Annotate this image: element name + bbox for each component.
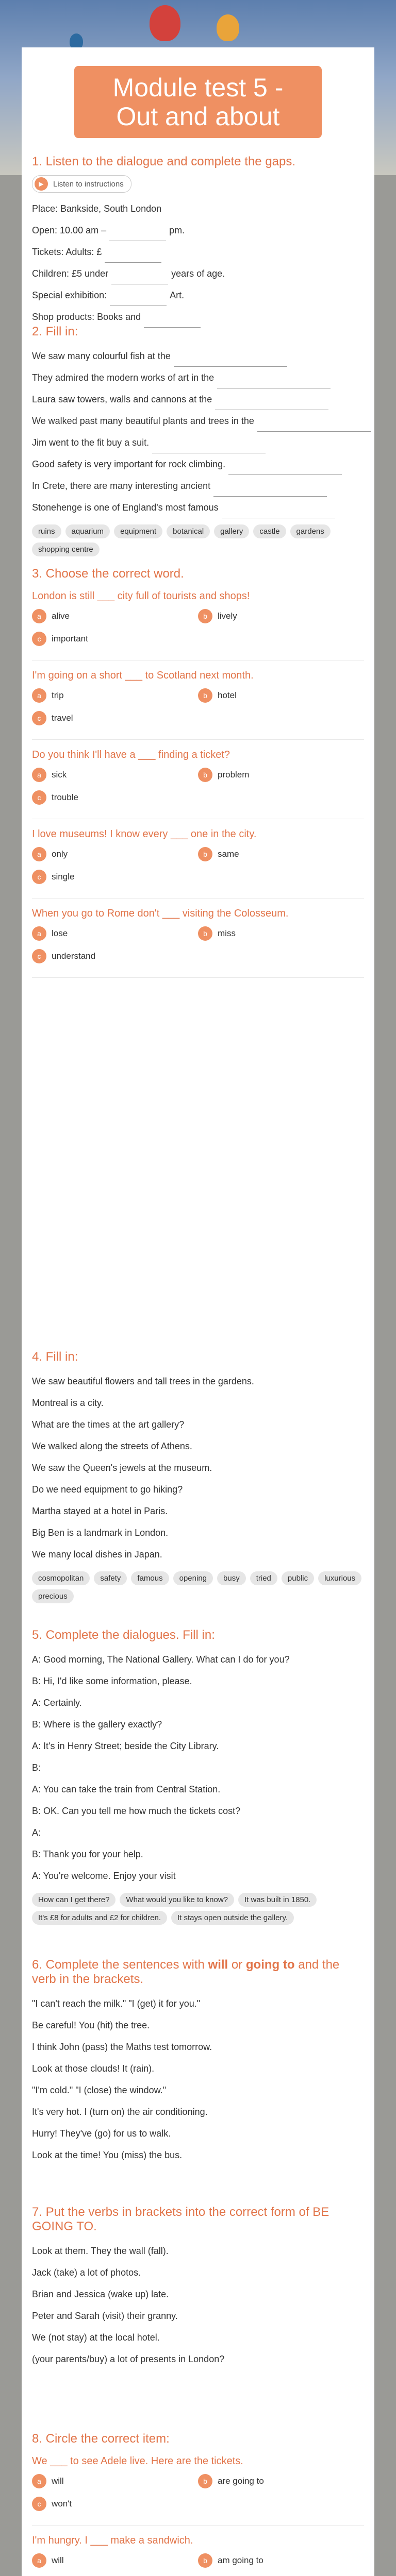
sentence-text: B: Thank you for your help. [32, 1849, 143, 1859]
word-chip[interactable]: busy [217, 1571, 246, 1585]
question-text: I love museums! I know every ___ one in the city. [32, 828, 257, 840]
word-bank [32, 524, 364, 556]
answer-option-a[interactable] [32, 845, 198, 863]
question-block [32, 908, 364, 978]
phrase-bank [32, 1893, 364, 1925]
word-chip[interactable]: public [282, 1571, 314, 1585]
word-chip[interactable]: precious [32, 1589, 74, 1603]
option-label: understand [52, 951, 96, 961]
sentence-text: A: You can take the train from Central Station. [32, 1784, 221, 1794]
option-label: will [52, 2476, 64, 2486]
gap-input[interactable] [174, 355, 287, 367]
sentence-text: In Crete, there are many interesting ancient [32, 481, 211, 491]
sentence-text: I think John (pass) the Maths test tomorrow. [32, 2042, 212, 2052]
sentence-text: Be careful! You (hit) the tree. [32, 2020, 150, 2030]
sentence-line [32, 1692, 364, 1714]
word-chip[interactable]: cosmopolitan [32, 1571, 90, 1585]
sentence-text: Look at them. They the wall (fall). [32, 2246, 169, 2256]
question-block [32, 590, 364, 660]
gap-line [32, 284, 364, 306]
option-label: sick [52, 770, 67, 779]
option-label: problem [218, 770, 250, 779]
word-chip[interactable]: aquarium [65, 524, 110, 538]
option-label: lose [52, 928, 68, 938]
gap-label: Shop products: Books and [32, 312, 141, 322]
option-letter-a[interactable]: a [32, 609, 46, 623]
sentence-line [32, 2058, 364, 2079]
sentence-line [32, 1865, 364, 1887]
title-keyword: will [208, 1958, 228, 1972]
sentence-text: Jim went to the fit buy a suit. [32, 437, 150, 448]
answer-option-a[interactable] [32, 687, 198, 704]
answer-options [32, 925, 364, 965]
gap-input[interactable] [109, 230, 166, 241]
sentence-line [32, 1392, 364, 1414]
sentence-line [32, 2036, 364, 2058]
gap-label: Tickets: Adults: £ [32, 247, 102, 257]
option-label: hotel [218, 690, 237, 700]
sentence-text: Martha stayed at a hotel in Paris. [32, 1506, 168, 1516]
sentence-text: B: OK. Can you tell me how much the tickets cost? [32, 1806, 241, 1816]
gap-line [32, 263, 364, 284]
sentence-text: Montreal is a city. [32, 1398, 104, 1408]
sentence-text: A: Good morning, The National Gallery. What can I do for you? [32, 1654, 290, 1665]
sentence-text: A: [32, 1827, 41, 1838]
option-letter-c[interactable]: c [32, 949, 46, 963]
sentence-line [32, 1778, 364, 1800]
answer-options [32, 2552, 364, 2576]
audio-label: Listen to instructions [53, 179, 124, 189]
question-text: I'm going on a short ___ to Scotland next month. [32, 670, 254, 681]
title-keyword: going to [245, 1958, 295, 1972]
sentence-text: Peter and Sarah (visit) their granny. [32, 2311, 178, 2321]
gap-line [32, 219, 364, 241]
sentence-text: It's very hot. I (turn on) the air conditioning. [32, 2107, 208, 2117]
answer-option-c[interactable] [32, 2495, 198, 2513]
sentence-line [32, 2101, 364, 2123]
section-title: 4. Fill in: [32, 1350, 78, 1364]
option-label: miss [218, 928, 236, 938]
gap-input[interactable] [105, 251, 161, 263]
word-chip[interactable]: It stays open outside the gallery. [171, 1911, 294, 1925]
word-chip[interactable]: It was built in 1850. [238, 1893, 317, 1907]
balloon-image [217, 14, 239, 41]
gap-input[interactable] [215, 399, 328, 410]
option-letter-b[interactable]: b [198, 2553, 212, 2568]
question-block [32, 670, 364, 740]
answer-options [32, 687, 364, 727]
sentence-text: Do we need equipment to go hiking? [32, 1484, 183, 1495]
sentence-line [32, 1735, 364, 1757]
option-letter-b[interactable]: b [198, 609, 212, 623]
option-label: single [52, 872, 75, 882]
gap-suffix: Art. [170, 290, 185, 300]
sentence-line [32, 453, 364, 475]
sentence-text: Jack (take) a lot of photos. [32, 2267, 141, 2278]
sentence-text: We walked along the streets of Athens. [32, 1441, 192, 1451]
play-icon[interactable]: ▶ [35, 177, 48, 191]
option-label: am going to [218, 2555, 263, 2565]
option-letter-a[interactable]: a [32, 847, 46, 861]
sentence-line [32, 2348, 364, 2370]
sentence-text: B: Where is the gallery exactly? [32, 1719, 162, 1730]
word-chip[interactable]: castle [253, 524, 286, 538]
sentence-line [32, 2283, 364, 2305]
word-chip[interactable]: How can I get there? [32, 1893, 116, 1907]
question-block [32, 828, 364, 899]
sentence-text: B: Hi, I'd like some information, please. [32, 1676, 192, 1686]
sentence-line [32, 345, 364, 367]
section-title [32, 1958, 364, 1987]
answer-option-a[interactable] [32, 925, 198, 942]
sentence-line [32, 2123, 364, 2144]
sentence-text: We (not stay) at the local hotel. [32, 2332, 160, 2343]
word-chip[interactable]: What would you like to know? [120, 1893, 234, 1907]
sentence-line [32, 475, 364, 497]
question-block [32, 749, 364, 819]
sentence-line [32, 388, 364, 410]
sentence-line [32, 1522, 364, 1544]
answer-option-b[interactable] [198, 687, 364, 704]
option-letter-b[interactable]: b [198, 768, 212, 782]
divider [32, 739, 364, 740]
answer-options [32, 766, 364, 806]
answer-option-b[interactable] [198, 607, 364, 625]
gap-input[interactable] [152, 442, 266, 453]
answer-option-a[interactable] [32, 766, 198, 784]
sentence-text: We saw the Queen's jewels at the museum. [32, 1463, 212, 1473]
sentence-text: Stonehenge is one of England's most famous [32, 502, 219, 513]
divider [32, 2525, 364, 2526]
answer-options [32, 2472, 364, 2513]
sentence-line [32, 2305, 364, 2327]
gap-input[interactable] [228, 464, 342, 475]
answer-option-a[interactable] [32, 607, 198, 625]
sentence-text: A: You're welcome. Enjoy your visit [32, 1871, 176, 1881]
section-title: 2. Fill in: [32, 325, 78, 338]
title-part: 6. Complete the sentences with [32, 1958, 208, 1972]
option-label: only [52, 849, 68, 859]
question-text: Do you think I'll have a ___ finding a ticket? [32, 749, 230, 760]
gap-suffix: years of age. [171, 268, 225, 279]
word-chip[interactable]: luxurious [318, 1571, 361, 1585]
sentence-line [32, 2262, 364, 2283]
answer-options [32, 607, 364, 648]
word-chip[interactable]: gardens [290, 524, 331, 538]
section-7 [32, 2205, 364, 2370]
sentence-text: Brian and Jessica (wake up) late. [32, 2289, 169, 2299]
option-letter-a[interactable]: a [32, 926, 46, 941]
gap-input[interactable] [111, 273, 168, 284]
question-text: London is still ___ city full of tourists and shops! [32, 590, 250, 602]
section-6 [32, 1958, 364, 2166]
option-letter-a[interactable]: a [32, 688, 46, 703]
answer-option-b[interactable] [198, 2552, 364, 2569]
option-letter-b[interactable]: b [198, 688, 212, 703]
audio-player[interactable] [32, 175, 131, 193]
sentence-line [32, 1843, 364, 1865]
option-label: travel [52, 713, 73, 723]
sentence-line [32, 497, 364, 518]
section-title: 5. Complete the dialogues. Fill in: [32, 1628, 215, 1642]
option-letter-b[interactable]: b [198, 847, 212, 861]
word-chip[interactable]: equipment [114, 524, 162, 538]
sentence-line [32, 1500, 364, 1522]
question-block [32, 2455, 364, 2526]
sentence-text: Look at those clouds! It (rain). [32, 2063, 155, 2074]
sentence-line [32, 1757, 364, 1778]
option-letter-b[interactable]: b [198, 926, 212, 941]
sentence-text: We saw many colourful fish at the [32, 351, 171, 361]
gap-suffix: pm. [169, 225, 185, 235]
answer-option-c[interactable] [32, 868, 198, 886]
option-label: are going to [218, 2476, 264, 2486]
word-chip[interactable]: gallery [214, 524, 249, 538]
section-4 [32, 1350, 364, 1603]
option-letter-c[interactable]: c [32, 2497, 46, 2511]
option-letter-c[interactable]: c [32, 870, 46, 884]
sentence-line [32, 367, 364, 388]
divider [32, 977, 364, 978]
option-letter-b[interactable]: b [198, 2474, 212, 2488]
sentence-line [32, 1544, 364, 1565]
section-title: 7. Put the verbs in brackets into the correct form of BE GOING TO. [32, 2205, 329, 2233]
word-chip[interactable]: shopping centre [32, 543, 100, 556]
option-label: alive [52, 611, 70, 621]
section-title: 8. Circle the correct item: [32, 2432, 170, 2446]
sentence-line [32, 2079, 364, 2101]
answer-option-c[interactable] [32, 630, 198, 648]
option-letter-a[interactable]: a [32, 2553, 46, 2568]
gap-input[interactable] [222, 507, 335, 518]
gap-label: Special exhibition: [32, 290, 107, 300]
answer-option-b[interactable] [198, 2472, 364, 2490]
option-label: important [52, 634, 88, 643]
question-block [32, 2535, 364, 2576]
gap-line [32, 198, 364, 219]
sentence-line [32, 1370, 364, 1392]
word-chip[interactable]: tried [250, 1571, 277, 1585]
option-letter-c[interactable]: c [32, 632, 46, 646]
divider [32, 898, 364, 899]
option-label: same [218, 849, 239, 859]
gap-input[interactable] [217, 377, 331, 388]
sentence-line [32, 1649, 364, 1670]
answer-options [32, 845, 364, 886]
sentence-line [32, 1714, 364, 1735]
option-letter-a[interactable]: a [32, 768, 46, 782]
sentence-text: "I'm cold." "I (close) the window." [32, 2085, 167, 2095]
gap-input[interactable] [110, 295, 167, 306]
sentence-line [32, 2014, 364, 2036]
word-bank [32, 1571, 364, 1603]
answer-option-b[interactable] [198, 845, 364, 863]
section-8 [32, 2432, 364, 2576]
word-chip[interactable]: botanical [167, 524, 210, 538]
answer-option-b[interactable] [198, 925, 364, 942]
gap-input[interactable] [213, 485, 327, 497]
section-3 [32, 567, 364, 978]
sentence-line [32, 2327, 364, 2348]
sentence-text: What are the times at the art gallery? [32, 1419, 185, 1430]
sentence-text: Look at the time! You (miss) the bus. [32, 2150, 183, 2160]
sentence-text: B: [32, 1762, 41, 1773]
sentence-text: Hurry! They've (go) for us to walk. [32, 2128, 171, 2139]
option-label: trip [52, 690, 64, 700]
section-2 [32, 325, 364, 556]
section-1 [32, 155, 364, 328]
sentence-line [32, 1435, 364, 1457]
option-letter-c[interactable]: c [32, 790, 46, 805]
answer-option-a[interactable] [32, 2472, 198, 2490]
sentence-line [32, 1414, 364, 1435]
word-chip[interactable]: safety [94, 1571, 127, 1585]
sentence-line [32, 410, 364, 432]
gap-input[interactable] [257, 420, 371, 432]
answer-option-c[interactable] [32, 789, 198, 806]
gap-label: Open: 10.00 am – [32, 225, 107, 235]
sentence-text: Good safety is very important for rock climbing. [32, 459, 226, 469]
sentence-text: We many local dishes in Japan. [32, 1549, 162, 1560]
title-box [73, 65, 323, 139]
word-chip[interactable]: ruins [32, 524, 61, 538]
balloon-image [150, 5, 180, 41]
sentence-text: We walked past many beautiful plants and trees in the [32, 416, 254, 426]
sentence-line [32, 1479, 364, 1500]
sentence-line [32, 432, 364, 453]
word-chip[interactable]: opening [173, 1571, 213, 1585]
answer-option-c[interactable] [32, 709, 198, 727]
section-title: 3. Choose the correct word. [32, 567, 184, 581]
sentence-text: A: Certainly. [32, 1698, 82, 1708]
sentence-text: A: It's in Henry Street; beside the City Library. [32, 1741, 219, 1751]
word-chip[interactable]: famous [131, 1571, 169, 1585]
sentence-text: They admired the modern works of art in the [32, 372, 214, 383]
sentence-text: Laura saw towers, walls and cannons at the [32, 394, 212, 404]
sentence-text: (your parents/buy) a lot of presents in London? [32, 2354, 225, 2364]
sentence-line [32, 1993, 364, 2014]
sentence-line [32, 2240, 364, 2262]
sentence-line [32, 2144, 364, 2166]
option-label: trouble [52, 792, 78, 802]
option-label: won't [52, 2499, 72, 2509]
sentence-line [32, 1800, 364, 1822]
sentence-text: Big Ben is a landmark in London. [32, 1528, 169, 1538]
answer-option-a[interactable] [32, 2552, 198, 2569]
sentence-text: We saw beautiful flowers and tall trees in the gardens. [32, 1376, 254, 1386]
question-text: When you go to Rome don't ___ visiting the Colosseum. [32, 908, 289, 919]
section-5 [32, 1628, 364, 1925]
title-part: and the verb in the brackets. [32, 1958, 340, 1986]
sentence-text: "I can't reach the milk." "I (get) it for you." [32, 1998, 201, 2009]
sentence-line [32, 1670, 364, 1692]
gap-label: Children: £5 under [32, 268, 109, 279]
gap-line [32, 241, 364, 263]
option-label: will [52, 2555, 64, 2565]
option-label: lively [218, 611, 237, 621]
gap-label: Place: Bankside, South London [32, 204, 162, 214]
word-chip[interactable]: It's £8 for adults and £2 for children. [32, 1911, 167, 1925]
question-text: I'm hungry. I ___ make a sandwich. [32, 2535, 193, 2546]
option-letter-c[interactable]: c [32, 711, 46, 725]
question-text: We ___ to see Adele live. Here are the tickets. [32, 2455, 243, 2467]
page-title: Module test 5 - Out and about [112, 73, 284, 131]
sentence-line [32, 1457, 364, 1479]
option-letter-a[interactable]: a [32, 2474, 46, 2488]
title-part: or [228, 1958, 246, 1972]
sentence-line [32, 1822, 364, 1843]
answer-option-c[interactable] [32, 947, 198, 965]
answer-option-b[interactable] [198, 766, 364, 784]
section-title: 1. Listen to the dialogue and complete the gaps. [32, 155, 296, 168]
